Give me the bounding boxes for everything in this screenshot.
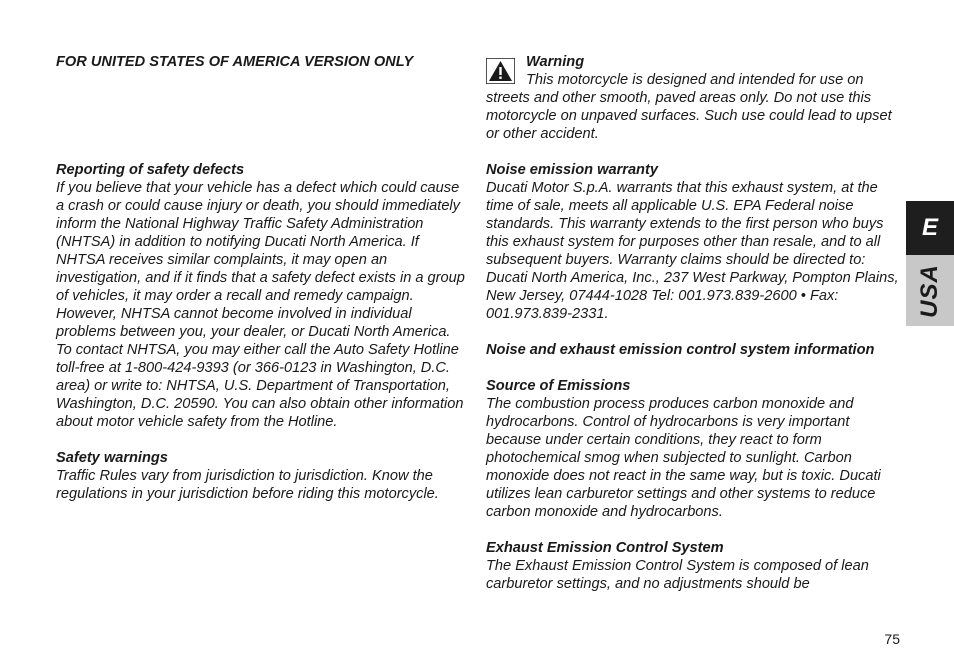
right-column [486, 53, 900, 593]
spacer [486, 521, 900, 539]
safety-heading: Safety warnings [56, 450, 168, 466]
reporting-body: If you believe that your vehicle has a defect which could cause a crash or could cause injury or death, you should immediately inform the National Highway Traffic Safety Administration (NHTSA) in addition to notifying Ducati North America. If NHTSA receives similar complaints, it may open an investigation, and if it finds that a safety defect exists in a group of vehicles, it may order a recall and remedy campaign. However, NHTSA cannot become involved in individual problems between you, your dealer, or Ducati North America. To contact NHTSA, you may either call the Auto Safety Hotline toll-free at 1-800-424-9393 (or 366-0123 in Washington, D.C. area) or write to: NHTSA, U.S. Department of Transportation, Washington, D.C. 20590. You can also obtain other information about motor vehicle safety from the Hotline. [56, 180, 465, 430]
exhaust-heading: Exhaust Emission Control System [486, 540, 724, 556]
section-tab [906, 201, 954, 326]
control-heading: Noise and exhaust emission control system information [486, 342, 875, 358]
left-column [56, 53, 468, 503]
warning-body: This motorcycle is designed and intended for use on streets and other smooth, paved areas only. Do not use this motorcycle on unpaved surfaces. Such use could lead to upset or other accident. [486, 72, 892, 142]
warning-block [486, 53, 900, 71]
spacer [56, 71, 468, 161]
warning-triangle-icon [486, 58, 515, 84]
country-tab-label: USA [916, 263, 944, 318]
language-tab-letter: E [906, 201, 954, 255]
country-tab [906, 255, 954, 326]
exhaust-body: The Exhaust Emission Control System is composed of lean carburetor settings, and no adjustments should be [486, 558, 869, 592]
reporting-heading: Reporting of safety defects [56, 162, 245, 178]
safety-body: Traffic Rules vary from jurisdiction to jurisdiction. Know the regulations in your jurisdiction before riding this motorcycle. [56, 468, 439, 502]
spacer [56, 431, 468, 449]
source-heading: Source of Emissions [486, 378, 631, 394]
page-title: FOR UNITED STATES OF AMERICA VERSION ONLY [56, 54, 414, 70]
noise-body: Ducati Motor S.p.A. warrants that this exhaust system, at the time of sale, meets all applicable U.S. EPA Federal noise standards. This warranty extends to the first person who buys this exhaust system for purposes other than resale, and to all subsequent buyers. Warranty claims should be directed to: Ducati North America, Inc., 237 West Parkway, Pompton Plains, New Jersey, 07444-1028 Tel: 001.973.839-2600 • Fax: 001.973.839-2331. [486, 180, 899, 322]
spacer [486, 323, 900, 341]
spacer [486, 359, 900, 377]
source-body: The combustion process produces carbon monoxide and hydrocarbons. Control of hydrocarbons is very important because under certain conditions, they react to form photochemical smog when subjected to sunlight. Carbon monoxide does not react in the same way, but is toxic. Ducati utilizes lean carburetor settings and other systems to reduce carbon monoxide and hydrocarbons. [486, 396, 881, 520]
warning-heading: Warning [526, 54, 585, 70]
noise-heading: Noise emission warranty [486, 162, 658, 178]
spacer [486, 143, 900, 161]
page-number: 75 [884, 631, 900, 647]
